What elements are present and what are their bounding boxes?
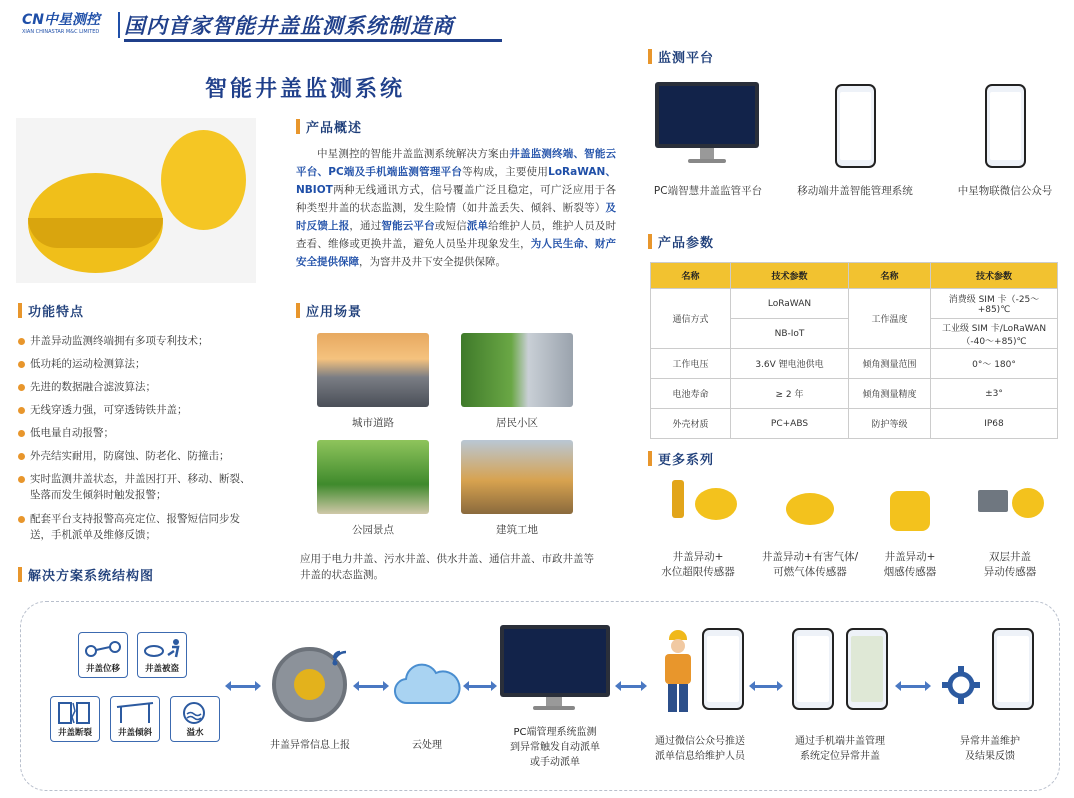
sensor-image-smoke: [890, 491, 930, 531]
phone-app-flow: [792, 628, 834, 710]
table-header: 名称: [849, 263, 931, 289]
platform-title: 监测平台: [648, 47, 714, 66]
params-title: 产品参数: [648, 232, 714, 251]
table-row: 工作电压 3.6V 锂电池供电 倾角测量范围 0°～ 180°: [651, 349, 1058, 379]
worker-figure: [660, 630, 696, 712]
signal-icon: [330, 644, 354, 668]
header-slogan: 国内首家智能井盖监测系统制造商: [124, 14, 454, 38]
logo: [22, 9, 117, 39]
icon-cover-tilt: 井盖倾斜: [110, 696, 160, 742]
table-header: 技术参数: [731, 263, 849, 289]
scene-caption: 城市道路: [352, 417, 394, 429]
flow-arrow: [356, 685, 386, 688]
feature-item: 井盖异动监测终端拥有多项专利技术；: [18, 333, 258, 349]
feature-item: 先进的数据融合滤波算法；: [18, 379, 258, 395]
mobile-phone: [835, 84, 876, 168]
feature-item: 外壳结实耐用，防腐蚀、防老化、防撞击；: [18, 448, 258, 464]
table-row: NB-IoT 工业级 SIM 卡/LoRaWAN（-40～+85)℃: [651, 319, 1058, 349]
flow-arrow: [466, 685, 494, 688]
series-caption: 双层井盖 异动传感器: [983, 551, 1037, 578]
feature-item: 低功耗的运动检测算法；: [18, 356, 258, 372]
table-header: 名称: [651, 263, 731, 289]
platform-caption: 中星物联微信公众号: [957, 185, 1053, 197]
feature-item: 实时监测井盖状态，井盖因打开、移动、断裂、坠落而发生倾斜时触发报警；: [18, 471, 258, 503]
flow-step-caption: 异常井盖维护 及结果反馈: [960, 736, 1020, 762]
platform-caption: PC端智慧井盖监管平台: [653, 185, 763, 197]
maintenance-tools-icon: [938, 662, 984, 708]
sensor-image-water: [695, 488, 737, 520]
sensor-image-double-box: [978, 490, 1008, 512]
scenes-title: 应用场景: [296, 301, 362, 320]
scene-caption: 建筑工地: [496, 524, 538, 536]
features-title: 功能特点: [18, 301, 84, 320]
feature-item: 无线穿透力强，可穿透铸铁井盖；: [18, 402, 258, 418]
icon-cover-broken: 井盖断裂: [50, 696, 100, 742]
scene-caption: 公园景点: [352, 524, 394, 536]
series-title: 更多系列: [648, 449, 714, 468]
icon-cover-stolen: 井盖被盗: [137, 632, 187, 678]
main-title: 智能井盖监测系统: [205, 77, 406, 102]
flow-step-caption: PC端管理系统监测 到异常触发自动派单 或手动派单: [510, 727, 600, 768]
pc-monitor-flow: [500, 625, 610, 697]
scenes-description: 应用于电力井盖、污水井盖、供水井盖、通信井盖、市政井盖等井盖的状态监测。: [300, 553, 594, 581]
wechat-phone: [985, 84, 1026, 168]
params-table: [650, 262, 1058, 439]
icon-overflow: 溢水: [170, 696, 220, 742]
flow-arrow: [898, 685, 928, 688]
pc-monitor: [655, 82, 759, 148]
overview-title: 产品概述: [296, 117, 362, 136]
cloud-icon: [392, 663, 462, 709]
header-underline: [124, 39, 502, 42]
icon-cover-displacement: 井盖位移: [78, 632, 128, 678]
flow-step-caption: 通过手机端井盖管理 系统定位异常井盖: [795, 736, 885, 762]
flow-step-caption: 通过微信公众号推送 派单信息给维护人员: [655, 736, 745, 762]
feature-item: 配套平台支持报警高亮定位、报警短信同步发送，手机派单及维修反馈；: [18, 511, 258, 543]
scene-caption: 居民小区: [496, 417, 538, 429]
series-caption: 井盖异动+ 水位超限传感器: [661, 551, 735, 578]
product-image: [16, 118, 256, 283]
platform-caption: 移动端井盖智能管理系统: [797, 185, 913, 197]
overview-text: 中星测控的智能井盖监测系统解决方案由井盖监测终端、智能云平台、PC端及手机端监测管理平台等构成，主要使用LoRaWAN、NBIOT两种无线通讯方式，信号覆盖广泛且稳定，可广泛应用于各种类型井盖的状态监测，发生险情（如井盖丢失、倾斜、断裂等）及时反馈上报，通过智能云平台或短信派单给维护人员，维护人员及时查看、维修或更换井盖，避免人员坠井现象发生，为人民生命、财产安全提供保障，为窨井及井下安全提供保障。: [296, 148, 617, 268]
table-row: 通信方式 LoRaWAN 工作温度 消费级 SIM 卡（-25～+85)℃: [651, 289, 1058, 319]
logo-text: CN中星测控: [22, 12, 100, 28]
flow-arrow: [228, 685, 258, 688]
table-header: 技术参数: [931, 263, 1058, 289]
phone-map-flow: [846, 628, 888, 710]
series-caption: 井盖异动+有害气体/ 可燃气体传感器: [761, 551, 859, 578]
sensor-image-double: [1012, 488, 1044, 518]
scene-photo-city-road: [317, 333, 429, 407]
solution-title: 解决方案系统结构图: [18, 565, 154, 584]
phone-wechat-flow: [702, 628, 744, 710]
table-row: 电池寿命 ≥ 2 年 倾角测量精度 ±3°: [651, 379, 1058, 409]
flow-arrow: [752, 685, 780, 688]
series-caption: 井盖异动+ 烟感传感器: [883, 551, 937, 578]
scene-photo-construction: [461, 440, 573, 514]
flow-step-caption: 井盖异常信息上报: [270, 740, 350, 751]
flow-arrow: [618, 685, 644, 688]
flow-step-caption: 云处理: [412, 740, 442, 751]
table-row: 外壳材质 PC+ABS 防护等级 IP68: [651, 409, 1058, 439]
sensor-image-gas: [786, 493, 834, 525]
scene-photo-park: [317, 440, 429, 514]
header-divider: [118, 12, 120, 38]
phone-feedback-flow: [992, 628, 1034, 710]
feature-item: 低电量自动报警；: [18, 425, 258, 441]
logo-subtitle: XIAN CHINASTAR M&C LIMITED: [22, 29, 100, 35]
scene-photo-residential: [461, 333, 573, 407]
